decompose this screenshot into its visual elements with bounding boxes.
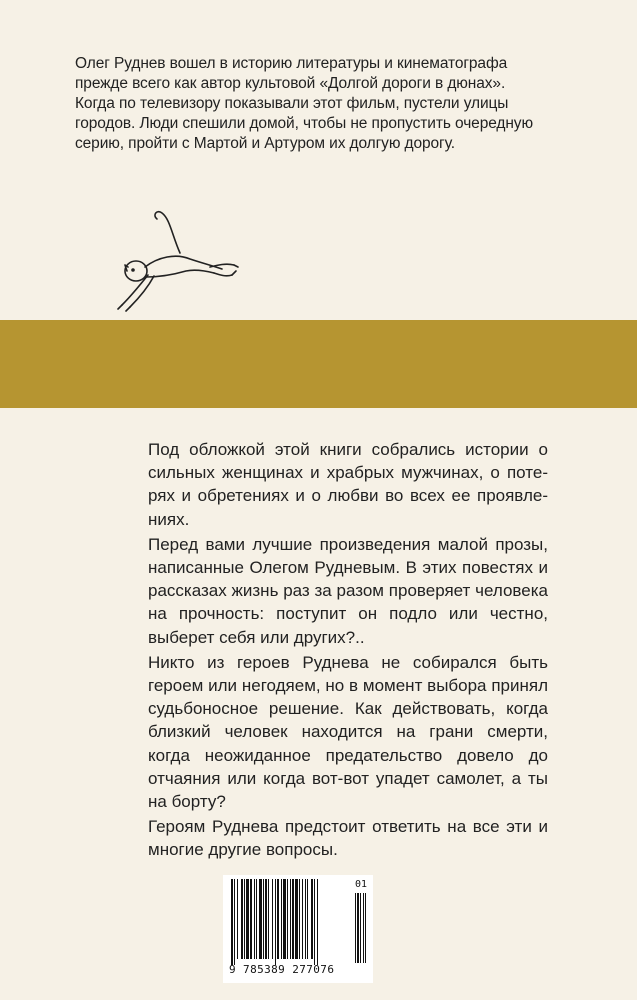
- barcode-bar: [299, 879, 300, 959]
- annotation-paragraph: Под обложкой этой книги собрались истории о сильных женщинах и храбрых мужчинах, о потерях и обретениях и о любви во всех ее проявлениях.: [148, 440, 548, 529]
- annotation-paragraph: Никто из героев Руднева не собирался быть героем или негодяем, но в момент выбора принял судьбоносное решение. Как действовать, когда близкий человек находится на грани смерти, когда неожиданное предательство довело до отчаяния или когда вот-вот упадет самолет, а ты на борту?: [148, 652, 548, 812]
- barcode-digits: 9 785389 277076: [229, 963, 335, 976]
- barcode-bar: [241, 879, 243, 959]
- barcode-bar: [302, 879, 303, 959]
- barcode-addon-bar: [363, 893, 364, 963]
- annotation-paragraph: Героям Руднева предстоит ответить на все эти и многие другие вопросы.: [148, 817, 548, 860]
- barcode-addon-bar: [355, 893, 356, 963]
- barcode-bar: [265, 879, 267, 959]
- barcode-bar: [281, 879, 282, 959]
- barcode-bar: [290, 879, 291, 959]
- decorative-band: [0, 320, 637, 408]
- blurb-line: серию, пройти с Мартой и Артуром их долгую дорогу.: [75, 135, 455, 152]
- barcode-bar: [305, 879, 306, 959]
- barcode-bar: [283, 879, 286, 959]
- barcode-bar: [292, 879, 294, 959]
- barcode-bar: [250, 879, 252, 959]
- barcode-bar: [246, 879, 249, 959]
- barcode-addon-bar: [360, 893, 361, 963]
- annotation-paragraph: Перед вами лучшие произведения малой прозы, написанные Олегом Рудневым. В этих повестях и рассказах жизнь раз за разом проверяет человека на прочность: поступит он подло или честно, выберет себя или других?..: [148, 534, 548, 647]
- blurb-line: прежде всего как автор культовой «Долгой дороги в дюнах».: [75, 75, 506, 92]
- barcode-bar: [275, 879, 276, 965]
- barcode-bar: [263, 879, 264, 959]
- annotation-text: [148, 438, 548, 864]
- blurb-line: Олег Руднев вошел в историю литературы и кинематографа: [75, 55, 508, 72]
- barcode-bar: [234, 879, 235, 965]
- barcode-bar: [272, 879, 273, 959]
- barcode-addon: 01: [355, 879, 368, 890]
- barcode-bar: [307, 879, 308, 959]
- monkey-icon: [110, 205, 240, 320]
- barcode-bar: [259, 879, 262, 959]
- barcode-bar: [317, 879, 318, 965]
- barcode-bar: [277, 879, 279, 959]
- barcode-bar: [268, 879, 269, 959]
- author-blurb: [75, 54, 565, 154]
- barcode-addon-bar: [357, 893, 359, 963]
- barcode-bar: [295, 879, 298, 959]
- barcode-bar: [237, 879, 238, 959]
- barcode-bar: [311, 879, 313, 959]
- blurb-line: городов. Люди спешили домой, чтобы не пропустить очередную: [75, 115, 533, 132]
- barcode-bar: [244, 879, 245, 959]
- barcode-bar: [231, 879, 233, 965]
- barcode-bar: [254, 879, 255, 959]
- barcode-addon-bar: [365, 893, 366, 963]
- isbn-barcode: [223, 875, 373, 983]
- barcode-bar: [256, 879, 257, 959]
- barcode-bar: [314, 879, 315, 965]
- blurb-line: Когда по телевизору показывали этот фильм, пустели улицы: [75, 95, 509, 112]
- barcode-bar: [287, 879, 288, 959]
